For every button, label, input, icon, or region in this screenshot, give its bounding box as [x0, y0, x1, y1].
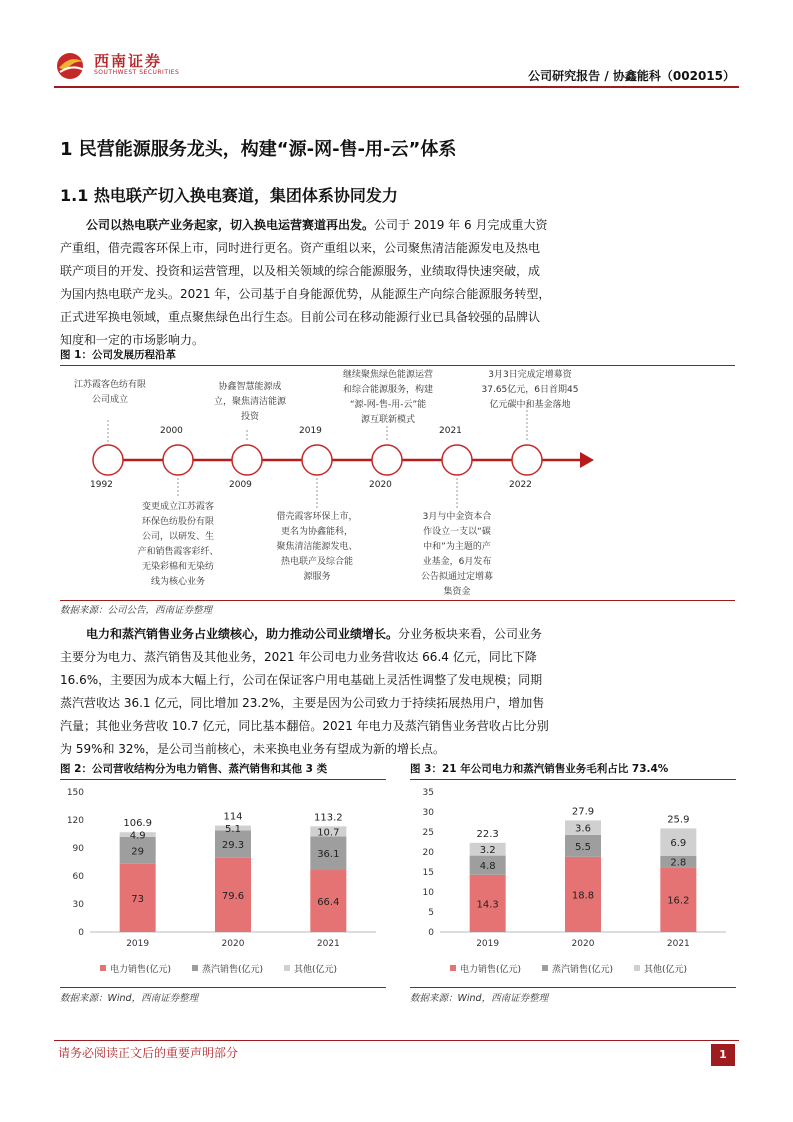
data-label: 14.3 [476, 899, 499, 911]
timeline-diagram [60, 368, 735, 600]
timeline-event-2009 [200, 380, 300, 425]
timeline-event-2021 [402, 510, 512, 600]
section-heading: 1 民营能源服务龙头，构建“源-网-售-用-云”体系 [60, 139, 457, 160]
event-line: 源互联新模式 [360, 415, 415, 425]
legend-label: 电力销售(亿元) [460, 965, 522, 975]
logo-company-en: SOUTHWEST SECURITIES [94, 69, 180, 76]
report-title: 公司研究报告 / 协鑫能科（002015） [528, 69, 735, 83]
x-tick-label: 2021 [666, 939, 690, 949]
legend-label: 电力销售(亿元) [110, 965, 172, 975]
y-tick-label: 30 [422, 808, 434, 818]
paragraph-line: 汽量；其他业务营收 10.7 亿元，同比基本翻倍。2021 年电力及蒸汽销售业务营收占比分别 [60, 719, 549, 733]
data-label: 79.6 [221, 890, 245, 902]
x-tick-label: 2021 [316, 939, 340, 949]
x-tick-label: 2020 [221, 939, 245, 949]
subsection-heading: 1.1 热电联产切入换电赛道，集团体系协同发力 [60, 186, 398, 205]
paragraph-line: 联产项目的开发、投资和运营管理，以及相关领域的综合能源服务，业绩取得快速突破，成 [60, 264, 541, 278]
event-line: 立，聚焦清洁能源 [213, 397, 286, 407]
paragraph-line: 主要分为电力、蒸汽销售及其他业务，2021 年公司电力业务营收达 66.4 亿元，同比下降 [60, 650, 537, 664]
paragraph-intro [60, 214, 726, 352]
data-label: 6.9 [670, 838, 687, 850]
total-label: 114 [223, 811, 243, 823]
legend-swatch [634, 965, 640, 971]
data-label: 73 [131, 893, 145, 905]
paragraph-line: 蒸汽营收达 36.1 亿元，同比增加 23.2%，主要是因为公司致力于持续拓展热用户，增加售 [60, 696, 545, 710]
timeline-event-2019 [260, 510, 374, 585]
header-divider [54, 86, 739, 88]
timeline-node [163, 445, 193, 475]
event-line: 37.65亿元，6日首期45 [481, 385, 579, 395]
logo-emblem-icon [54, 50, 90, 84]
paragraph-business [60, 623, 726, 761]
figure2-top-rule [60, 779, 386, 780]
event-line: 亿元碳中和基金落地 [489, 400, 571, 410]
timeline-event-1992 [60, 378, 160, 408]
data-label: 66.4 [317, 897, 340, 909]
y-tick-label: 60 [72, 872, 84, 882]
paragraph-line: 正式进军换电领域，重点聚焦绿色出行生态。目前公司在移动能源行业已具备较强的品牌认 [60, 310, 541, 324]
figure1-bottom-rule [60, 600, 735, 601]
figure1-source: 数据来源：公司公告，西南证券整理 [60, 605, 213, 616]
figure3-bottom-rule [410, 987, 736, 988]
figure3-source: 数据来源：Wind，西南证券整理 [410, 993, 549, 1004]
event-line: 产和销售霞客彩纤、 [137, 547, 219, 557]
y-tick-label: 0 [78, 928, 84, 938]
timeline-arrow-icon [580, 452, 594, 468]
footer-disclaimer: 请务必阅读正文后的重要声明部分 [58, 1046, 239, 1060]
y-tick-label: 5 [428, 908, 434, 918]
timeline-node [232, 445, 262, 475]
event-line: 3月与中金资本合 [422, 512, 492, 522]
event-line: 投资 [240, 412, 259, 422]
event-line: 无染彩棉和无染纺 [141, 562, 214, 572]
event-line: 公告拟通过定增募 [420, 572, 493, 582]
figure2-title: 图 2：公司营收结构分为电力销售、蒸汽销售和其他 3 类 [60, 763, 328, 775]
figure3-title: 图 3：21 年公司电力和蒸汽销售业务毛利占比 73.4% [410, 763, 669, 775]
x-tick-label: 2020 [571, 939, 595, 949]
paragraph-line: 分业务板块来看，公司业务 [398, 627, 543, 641]
y-tick-label: 120 [66, 816, 84, 826]
event-line: 热电联产及综合能 [280, 557, 353, 567]
page-number: 1 [711, 1044, 735, 1066]
legend-swatch [100, 965, 106, 971]
x-tick-label: 2019 [476, 939, 500, 949]
data-label: 16.2 [667, 895, 690, 907]
timeline-year: 2009 [229, 480, 252, 490]
y-tick-label: 35 [422, 788, 434, 798]
y-tick-label: 0 [428, 928, 434, 938]
event-line: 中和”为主题的产 [423, 542, 491, 552]
paragraph-line: 为国内热电联产龙头。2021 年，公司基于自身能源优势，从能源生产向综合能源服务转型， [60, 287, 551, 301]
legend-swatch [192, 965, 198, 971]
y-tick-label: 30 [72, 900, 84, 910]
event-line: 业基金，6月发布 [422, 557, 492, 567]
event-line: 集资金 [443, 587, 471, 597]
chart-revenue-svg [60, 782, 386, 987]
paragraph-line: 产重组，借壳霞客环保上市，同时进行更名。资产重组以来，公司聚焦清洁能源发电及热电 [60, 241, 541, 255]
figure1-top-rule [60, 365, 735, 366]
legend-label: 其他(亿元) [294, 965, 338, 975]
total-label: 106.9 [123, 818, 152, 830]
y-tick-label: 15 [422, 868, 434, 878]
event-line: 协鑫智慧能源成 [218, 382, 282, 392]
timeline-year: 2019 [299, 426, 322, 436]
y-tick-label: 90 [72, 844, 84, 854]
event-line: 环保色纺股份有限 [141, 517, 214, 527]
data-label: 4.8 [479, 861, 496, 873]
figure1-title: 图 1：公司发展历程沿革 [60, 349, 176, 361]
chart-gross-profit [410, 782, 736, 987]
y-tick-label: 20 [422, 848, 434, 858]
timeline-node [442, 445, 472, 475]
timeline-year: 2000 [160, 426, 183, 436]
timeline-event-2020 [332, 368, 444, 428]
figure2-bottom-rule [60, 987, 386, 988]
x-tick-label: 2019 [126, 939, 150, 949]
total-label: 22.3 [476, 828, 499, 840]
total-label: 27.9 [571, 806, 595, 818]
paragraph-lead: 电力和蒸汽销售业务占业绩核心，助力推动公司业绩增长。 [86, 627, 399, 641]
event-line: 公司成立 [91, 395, 128, 405]
paragraph-line: 公司于 2019 年 6 月完成重大资 [374, 218, 548, 232]
figure3-top-rule [410, 779, 736, 780]
event-line: 更名为协鑫能科， [280, 527, 353, 537]
event-line: 源服务 [303, 572, 331, 582]
figure2-source: 数据来源：Wind，西南证券整理 [60, 993, 199, 1004]
timeline-year: 2021 [439, 426, 462, 436]
timeline-year: 2020 [369, 480, 392, 490]
legend-swatch [450, 965, 456, 971]
timeline-node [512, 445, 542, 475]
paragraph-line: 为 59%和 32%，是公司当前核心，未来换电业务有望成为新的增长点。 [60, 742, 445, 756]
timeline-node [302, 445, 332, 475]
chart-gross-profit-svg [410, 782, 736, 987]
event-line: 公司，以研发、生 [141, 532, 214, 542]
legend-label: 其他(亿元) [644, 965, 688, 975]
event-line: “源-网-售-用-云”能 [349, 400, 427, 410]
data-label: 5.1 [225, 823, 241, 835]
event-line: 继续聚焦绿色能源运营 [342, 370, 433, 380]
data-label: 29 [131, 846, 145, 858]
paragraph-lead: 公司以热电联产业务起家，切入换电运营赛道再出发。 [86, 218, 375, 232]
footer-divider [54, 1040, 739, 1041]
event-line: 作设立一支以“碳 [423, 527, 491, 537]
timeline-year: 2022 [509, 480, 532, 490]
data-label: 36.1 [317, 849, 340, 861]
data-label: 29.3 [221, 840, 245, 852]
legend-swatch [542, 965, 548, 971]
timeline-node [93, 445, 123, 475]
chart-revenue [60, 782, 386, 987]
paragraph-line: 16.6%，主要因为成本大幅上行，公司在保证客户用电基础上灵活性调整了发电规模；同期 [60, 673, 543, 687]
y-tick-label: 150 [66, 788, 84, 798]
legend-label: 蒸汽销售(亿元) [552, 965, 614, 975]
data-label: 5.5 [575, 841, 591, 853]
total-label: 113.2 [314, 812, 343, 824]
data-label: 3.6 [575, 823, 591, 835]
event-line: 变更成立江苏霞客 [141, 502, 214, 512]
timeline-year: 1992 [90, 480, 113, 490]
event-line: 借壳霞客环保上市， [276, 512, 358, 522]
data-label: 18.8 [571, 890, 595, 902]
timeline-event-2022 [470, 368, 590, 413]
event-line: 3月3日完成定增募资 [488, 370, 572, 380]
timeline-event-2000 [122, 500, 234, 590]
y-tick-label: 25 [422, 828, 434, 838]
y-tick-label: 10 [422, 888, 434, 898]
event-line: 线为核心业务 [150, 577, 205, 587]
legend-label: 蒸汽销售(亿元) [202, 965, 264, 975]
logo-company-cn: 西南证券 [94, 52, 163, 70]
data-label: 4.9 [129, 830, 146, 842]
event-line: 和综合能源服务，构建 [342, 385, 433, 395]
paragraph-line: 知度和一定的市场影响力。 [60, 333, 205, 347]
data-label: 3.2 [479, 845, 496, 857]
event-line: 江苏霞客色纺有限 [73, 380, 146, 390]
data-label: 2.8 [670, 857, 687, 869]
total-label: 25.9 [667, 814, 690, 826]
event-line: 聚焦清洁能源发电、 [276, 542, 358, 552]
legend-swatch [284, 965, 290, 971]
timeline-node [372, 445, 402, 475]
data-label: 10.7 [317, 827, 340, 839]
